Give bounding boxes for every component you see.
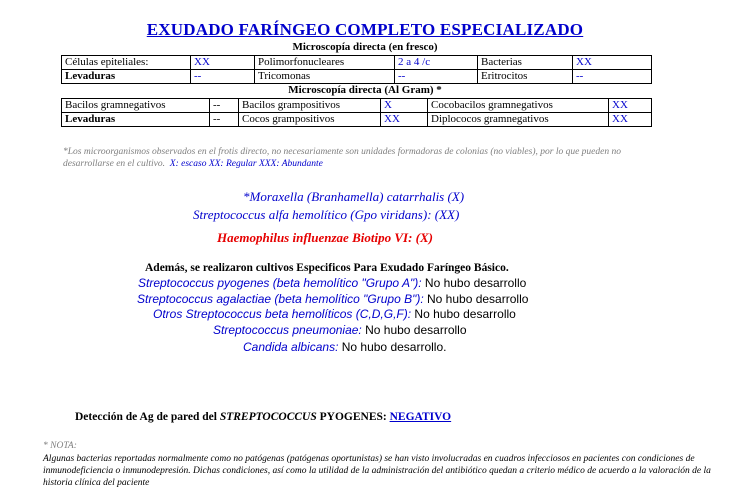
antigen-suffix: PYOGENES: xyxy=(316,411,390,423)
legend-star: * xyxy=(63,147,68,157)
culture-item xyxy=(243,340,446,354)
table-cell: X xyxy=(381,99,428,113)
table-cell: Bacilos gramnegativos xyxy=(62,99,210,113)
table-cell: Bacilos grampositivos xyxy=(239,99,381,113)
gram-microscopy-heading: Microscopía directa (Al Gram) * xyxy=(288,84,442,96)
cultures-heading: Además, se realizaron cultivos Especificos Para Exudado Faríngeo Básico. xyxy=(145,262,509,274)
culture-item xyxy=(213,323,467,337)
table-cell: -- xyxy=(210,113,239,127)
culture-result: No hubo desarrollo. xyxy=(338,340,447,354)
table-cell: -- xyxy=(395,70,478,84)
table-cell: XX xyxy=(609,99,652,113)
table-cell: Cocobacilos gramnegativos xyxy=(428,99,609,113)
fresh-microscopy-heading: Microscopía directa (en fresco) xyxy=(292,41,438,53)
culture-organism: Otros Streptococcus beta hemolíticos (C,D,G,F): xyxy=(153,307,412,321)
table-cell: Cocos grampositivos xyxy=(239,113,381,127)
table-row xyxy=(62,99,652,113)
organism-streptococcus-alfa: Streptococcus alfa hemolítico (Gpo viridans): (XX) xyxy=(193,207,460,222)
culture-result: No hubo desarrollo xyxy=(361,323,467,337)
table-cell: XX xyxy=(573,56,652,70)
table-cell: Eritrocitos xyxy=(478,70,573,84)
table-cell: XX xyxy=(381,113,428,127)
table-cell: XX xyxy=(609,113,652,127)
microscopy-legend xyxy=(63,146,663,170)
culture-result: No hubo desarrollo xyxy=(411,307,516,321)
culture-organism: Streptococcus pyogenes (beta hemolítico "Grupo A"): xyxy=(138,276,422,290)
table-cell: Tricomonas xyxy=(255,70,395,84)
antigen-result: NEGATIVO xyxy=(389,411,452,423)
culture-result: No hubo desarrollo xyxy=(423,292,529,306)
antigen-prefix: Detección de Ag de pared del xyxy=(75,411,220,423)
gram-microscopy-table xyxy=(61,98,652,127)
table-cell: Polimorfonucleares xyxy=(255,56,395,70)
culture-organism: Streptococcus agalactiae (beta hemolítico "Grupo B"): xyxy=(137,292,424,306)
legend-key: X: escaso XX: Regular XXX: Abundante xyxy=(169,159,323,169)
culture-result: No hubo desarrollo xyxy=(421,276,527,290)
table-cell: Levaduras xyxy=(62,113,210,127)
note-text: Algunas bacterias reportadas normalmente como no patógenas (patógenas oportunistas) se han visto involucradas en cuadros infecciosos en pacientes con condiciones de inmunodeficiencia o inmunodepresión. Dichas condiciones, así como la utilidad de la administración del antibiótico quedan a criterio médico de acuerdo a la valoración de la historia clínica del paciente xyxy=(43,454,711,488)
table-row xyxy=(62,70,652,84)
report-title: EXUDADO FARÍNGEO COMPLETO ESPECIALIZADO xyxy=(146,20,584,39)
culture-item xyxy=(153,307,516,321)
culture-item xyxy=(137,292,528,306)
organism-moraxella: *Moraxella (Branhamella) catarrhalis (X) xyxy=(243,189,465,204)
table-row xyxy=(62,56,652,70)
culture-organism: Candida albicans: xyxy=(243,340,339,354)
note-label: * NOTA: xyxy=(43,441,77,451)
table-cell: Bacterias xyxy=(478,56,573,70)
antigen-detection xyxy=(75,411,451,423)
table-cell: -- xyxy=(210,99,239,113)
culture-organism: Streptococcus pneumoniae: xyxy=(213,323,362,337)
table-cell: -- xyxy=(573,70,652,84)
table-cell: 2 a 4 /c xyxy=(395,56,478,70)
antigen-organism: STREPTOCOCCUS xyxy=(219,411,317,423)
fresh-microscopy-table xyxy=(61,55,652,84)
table-cell: Células epiteliales: xyxy=(62,56,191,70)
organism-haemophilus: Haemophilus influenzae Biotipo VI: (X) xyxy=(217,230,433,245)
legend-text: Los microorganismos observados en el frotis directo, no necesariamente son unidades formadoras de colonias (no viables), por lo que pueden no desarrollarse en el cultivo. xyxy=(63,147,621,169)
table-cell: Levaduras xyxy=(62,70,191,84)
table-row xyxy=(62,113,652,127)
table-cell: XX xyxy=(191,56,255,70)
culture-item xyxy=(138,276,526,290)
table-cell: Diplococos gramnegativos xyxy=(428,113,609,127)
table-cell: -- xyxy=(191,70,255,84)
